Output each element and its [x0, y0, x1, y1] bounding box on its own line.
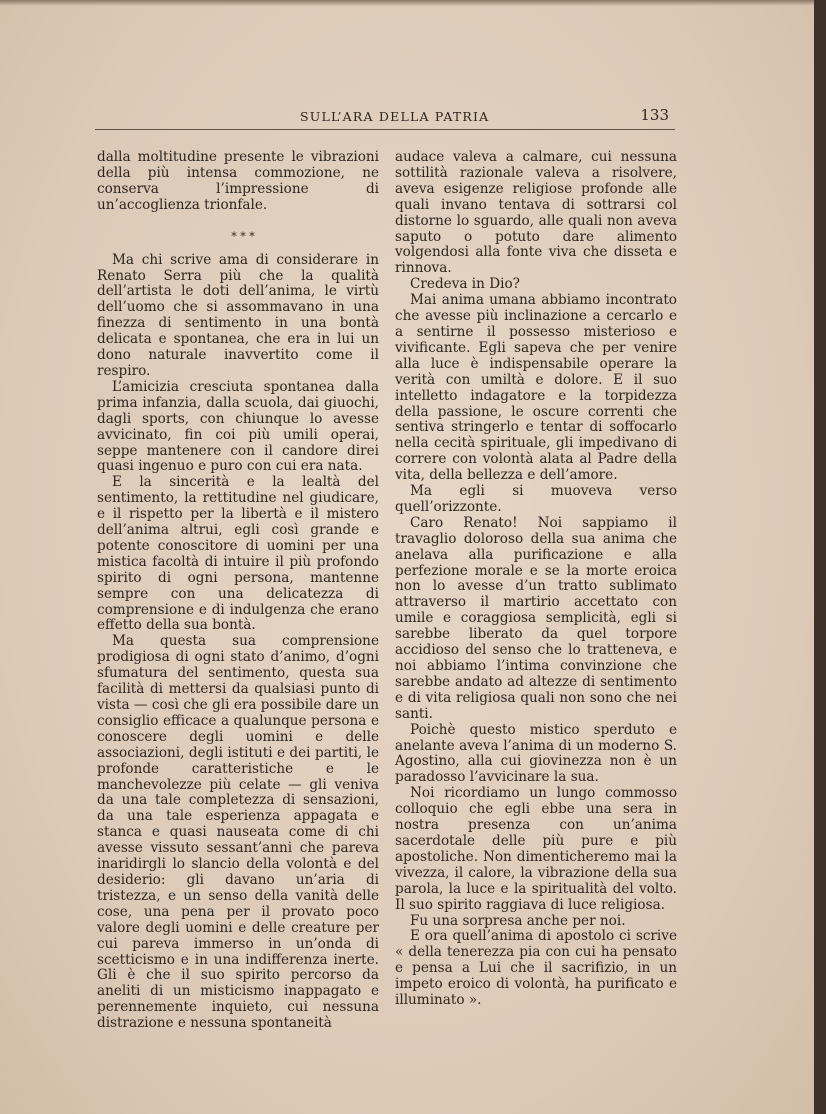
section-separator: * * * [231, 229, 255, 243]
paragraph: Fu una sorpresa anche per noi. [410, 912, 626, 929]
paragraph: Mai anima umana abbiamo incontrato che avesse più inclinazione a cercarlo e a sentirne il possesso misterioso e vivificante. Egli sapeva che per venire alla luce è indispensabile operare la verità con umiltà e dolore. E il suo intelletto indagatore e la torpidezza della passione, le oscure correnti che sentiva stringerlo e tentar di soffocarlo nella cecità spirituale, gli impedivano di correre con volontà alata al Padre della vita, della bellezza e dell’amore. [395, 292, 677, 484]
page-number: 133 [640, 106, 669, 124]
paragraph: Ma chi scrive ama di considerare in Renato Serra più che la qualità dell’artista le doti dell’anima, le virtù dell’uomo che si assommavano in una finezza di sentimento in una bontà delicata e spontanea, che era in lui un dono naturale inavvertito come il respiro. [97, 251, 379, 379]
paragraph: E la sincerità e la lealtà del sentimento, la rettitudine nel giudicare, e il rispetto per la libertà e il mistero dell’anima altrui, egli così grande e potente conoscitore di uomini per una mistica facoltà di intuire il più profondo spirito di ogni persona, mantenne sempre con una delicatezza di comprensione e di indulgenza che erano effetto della sua bontà. [97, 474, 379, 634]
paragraph: Credeva in Dio? [410, 276, 520, 293]
paragraph: Ma questa sua comprensione prodigiosa di ogni stato d’animo, d’ogni sfumatura del sentimento, questa sua facilità di mettersi da qualsiasi punto di vista — così che gli era possibile dare un consiglio efficace a qualunque persona e conoscere degli uomini e delle associazioni, degli istituti e dei partiti, le profonde caratteristiche e le manchevolezze più celate — gli veniva da una tale completezza di sensazioni, da una tale esperienza appagata e stanca e quasi nauseata come di chi avesse vissuto sessant’anni che pareva inaridirgli lo slancio della volontà e del desiderio: gli davano un’aria di tristezza, e un senso della vanità delle cose, una pena per il provato poco valore degli uomini e delle creature per cui pareva immerso in un’onda di scetticismo e in una indifferenza inerte. Gli è che il suo spirito percorso da aneliti di un misticismo inappagato e perennemente inquieto, cui nessuna distrazione e nessuna spontaneità [97, 633, 379, 1032]
paragraph: Poichè questo mistico sperduto e anelante aveva l’anima di un moderno S. Agostino, alla cui giovinezza non è un paradosso l’avvicinare la sua. [395, 721, 677, 786]
paragraph: Noi ricordiamo un lungo commosso colloquio che egli ebbe una sera in nostra presenza con un’anima sacerdotale delle più pure e più apostoliche. Non dimenticheremo mai la vivezza, il calore, la vibrazione della sua parola, la luce e la spiritualità del volto. Il suo spirito raggiava di luce religiosa. [395, 785, 677, 913]
paragraph: E ora quell’anima di apostolo ci scrive « della tenerezza pia con cui ha pensato e pensa a Lui che il sacrifizio, in un impeto eroico di volontà, ha purificato e illuminato ». [395, 928, 677, 1009]
running-title: SULL’ARA DELLA PATRIA [300, 109, 490, 124]
right-column [395, 150, 677, 1009]
left-column [97, 150, 379, 1032]
header-rule [95, 129, 675, 130]
page-binding-edge [814, 0, 826, 1114]
paragraph: Ma egli si muoveva verso quell’orizzonte. [395, 483, 677, 515]
page-header [95, 106, 675, 128]
page-top-edge [0, 0, 814, 6]
paragraph: dalla moltitudine presente le vibrazioni della più intensa commozione, ne conserva l’impressione di un’accoglienza trionfale. [97, 149, 379, 213]
paragraph: Caro Renato! Noi sappiamo il travaglio doloroso della sua anima che anelava alla purificazione e alla perfezione morale e se la morte eroica non lo avesse d’un tratto sublimato attraverso il martirio accettato con umile e coraggiosa semplicità, egli si sarebbe liberato da quel torpore accidioso del senso che lo tratteneva, e noi abbiamo l’intima convinzione che sarebbe andato ad altezze di sentimento e di vita religiosa quali non sono che nei santi. [395, 514, 677, 722]
paragraph: L’amicizia cresciuta spontanea dalla prima infanzia, dalla scuola, dai giuochi, dagli sports, con chiunque lo avesse avvicinato, fin coi più umili operai, seppe mantenere con il candore direi quasi ingenuo e puro con cui era nata. [97, 378, 379, 475]
paragraph: audace valeva a calmare, cui nessuna sottilità razionale valeva a risolvere, aveva esigenze religiose profonde alle quali invano tentava di sottrarsi col distorne lo sguardo, alle quali non aveva saputo o potuto dare alimento volgendosi alla fonte viva che disseta e rinnova. [395, 149, 677, 277]
